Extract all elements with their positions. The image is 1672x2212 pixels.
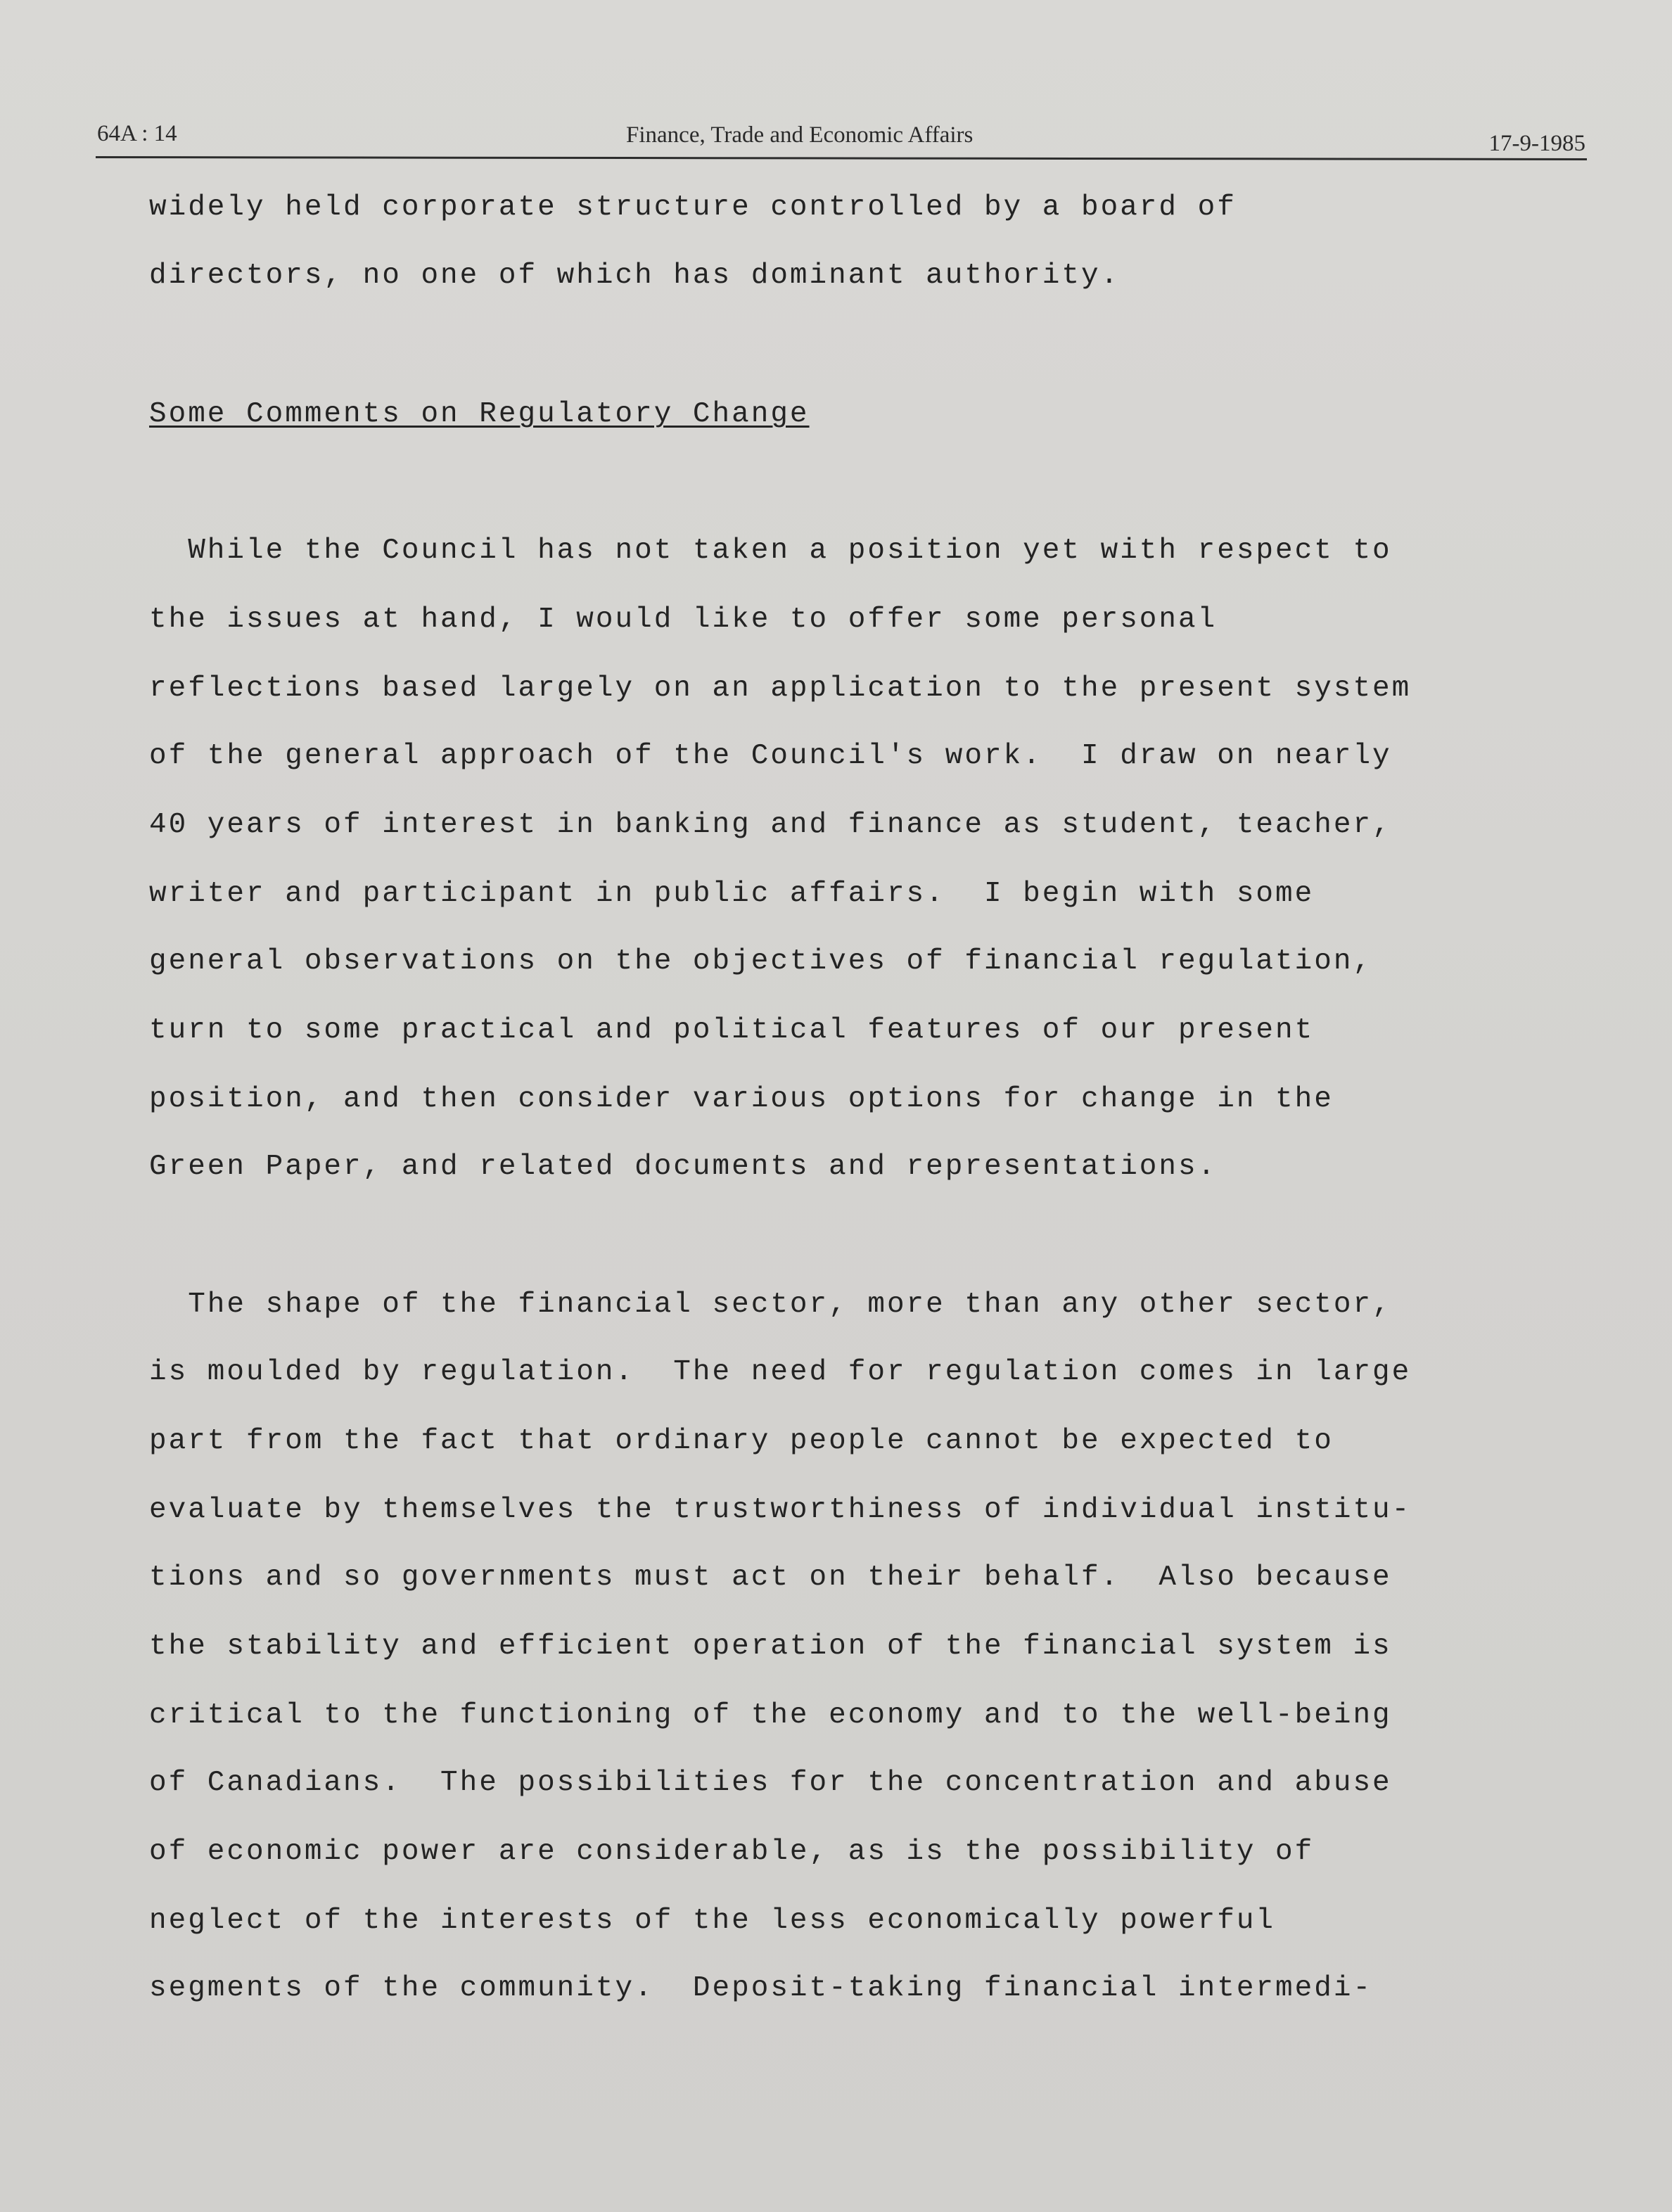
text-line: neglect of the interests of the less economically powerful — [149, 1905, 1276, 1937]
text-line: tions and so governments must act on their behalf. Also because — [149, 1561, 1392, 1594]
text-line: part from the fact that ordinary people cannot be expected to — [149, 1425, 1334, 1457]
text-line: segments of the community. Deposit-taking financial intermedi- — [149, 1972, 1373, 2005]
text-line: position, and then consider various options for change in the — [149, 1083, 1334, 1115]
text-line: Green Paper, and related documents and representations. — [149, 1151, 1218, 1183]
text-line: directors, no one of which has dominant authority. — [149, 260, 1121, 292]
page-header — [97, 118, 1585, 160]
body-text — [149, 191, 1556, 2005]
text-line: of economic power are considerable, as is the possibility of — [149, 1836, 1315, 1868]
sitting-date: 17-9-1985 — [1488, 131, 1585, 156]
text-line: widely held corporate structure controlled by a board of — [149, 191, 1237, 224]
text-line: turn to some practical and political features of our present — [149, 1014, 1315, 1047]
page-number: 64A : 14 — [97, 121, 177, 146]
text-line: the issues at hand, I would like to offer some personal — [149, 603, 1218, 636]
text-line: evaluate by themselves the trustworthiness of individual institu- — [149, 1494, 1412, 1526]
text-line: of the general approach of the Council's work. I draw on nearly — [149, 740, 1392, 772]
running-title: Finance, Trade and Economic Affairs — [626, 122, 974, 148]
text-line: critical to the functioning of the economy and to the well-being — [149, 1699, 1392, 1732]
section-heading: Some Comments on Regulatory Change — [149, 398, 810, 430]
text-line: The shape of the financial sector, more than any other sector, — [149, 1289, 1392, 1321]
text-line: reflections based largely on an application to the present system — [149, 672, 1412, 705]
text-line: writer and participant in public affairs. I begin with some — [149, 878, 1315, 910]
text-line: is moulded by regulation. The need for regulation comes in large — [149, 1356, 1412, 1388]
text-line: general observations on the objectives of financial regulation, — [149, 945, 1373, 978]
text-line: the stability and efficient operation of the financial system is — [149, 1630, 1392, 1663]
text-line: 40 years of interest in banking and finance as student, teacher, — [149, 809, 1392, 841]
text-line: of Canadians. The possibilities for the concentration and abuse — [149, 1767, 1392, 1799]
text-line: While the Council has not taken a position yet with respect to — [149, 535, 1392, 567]
